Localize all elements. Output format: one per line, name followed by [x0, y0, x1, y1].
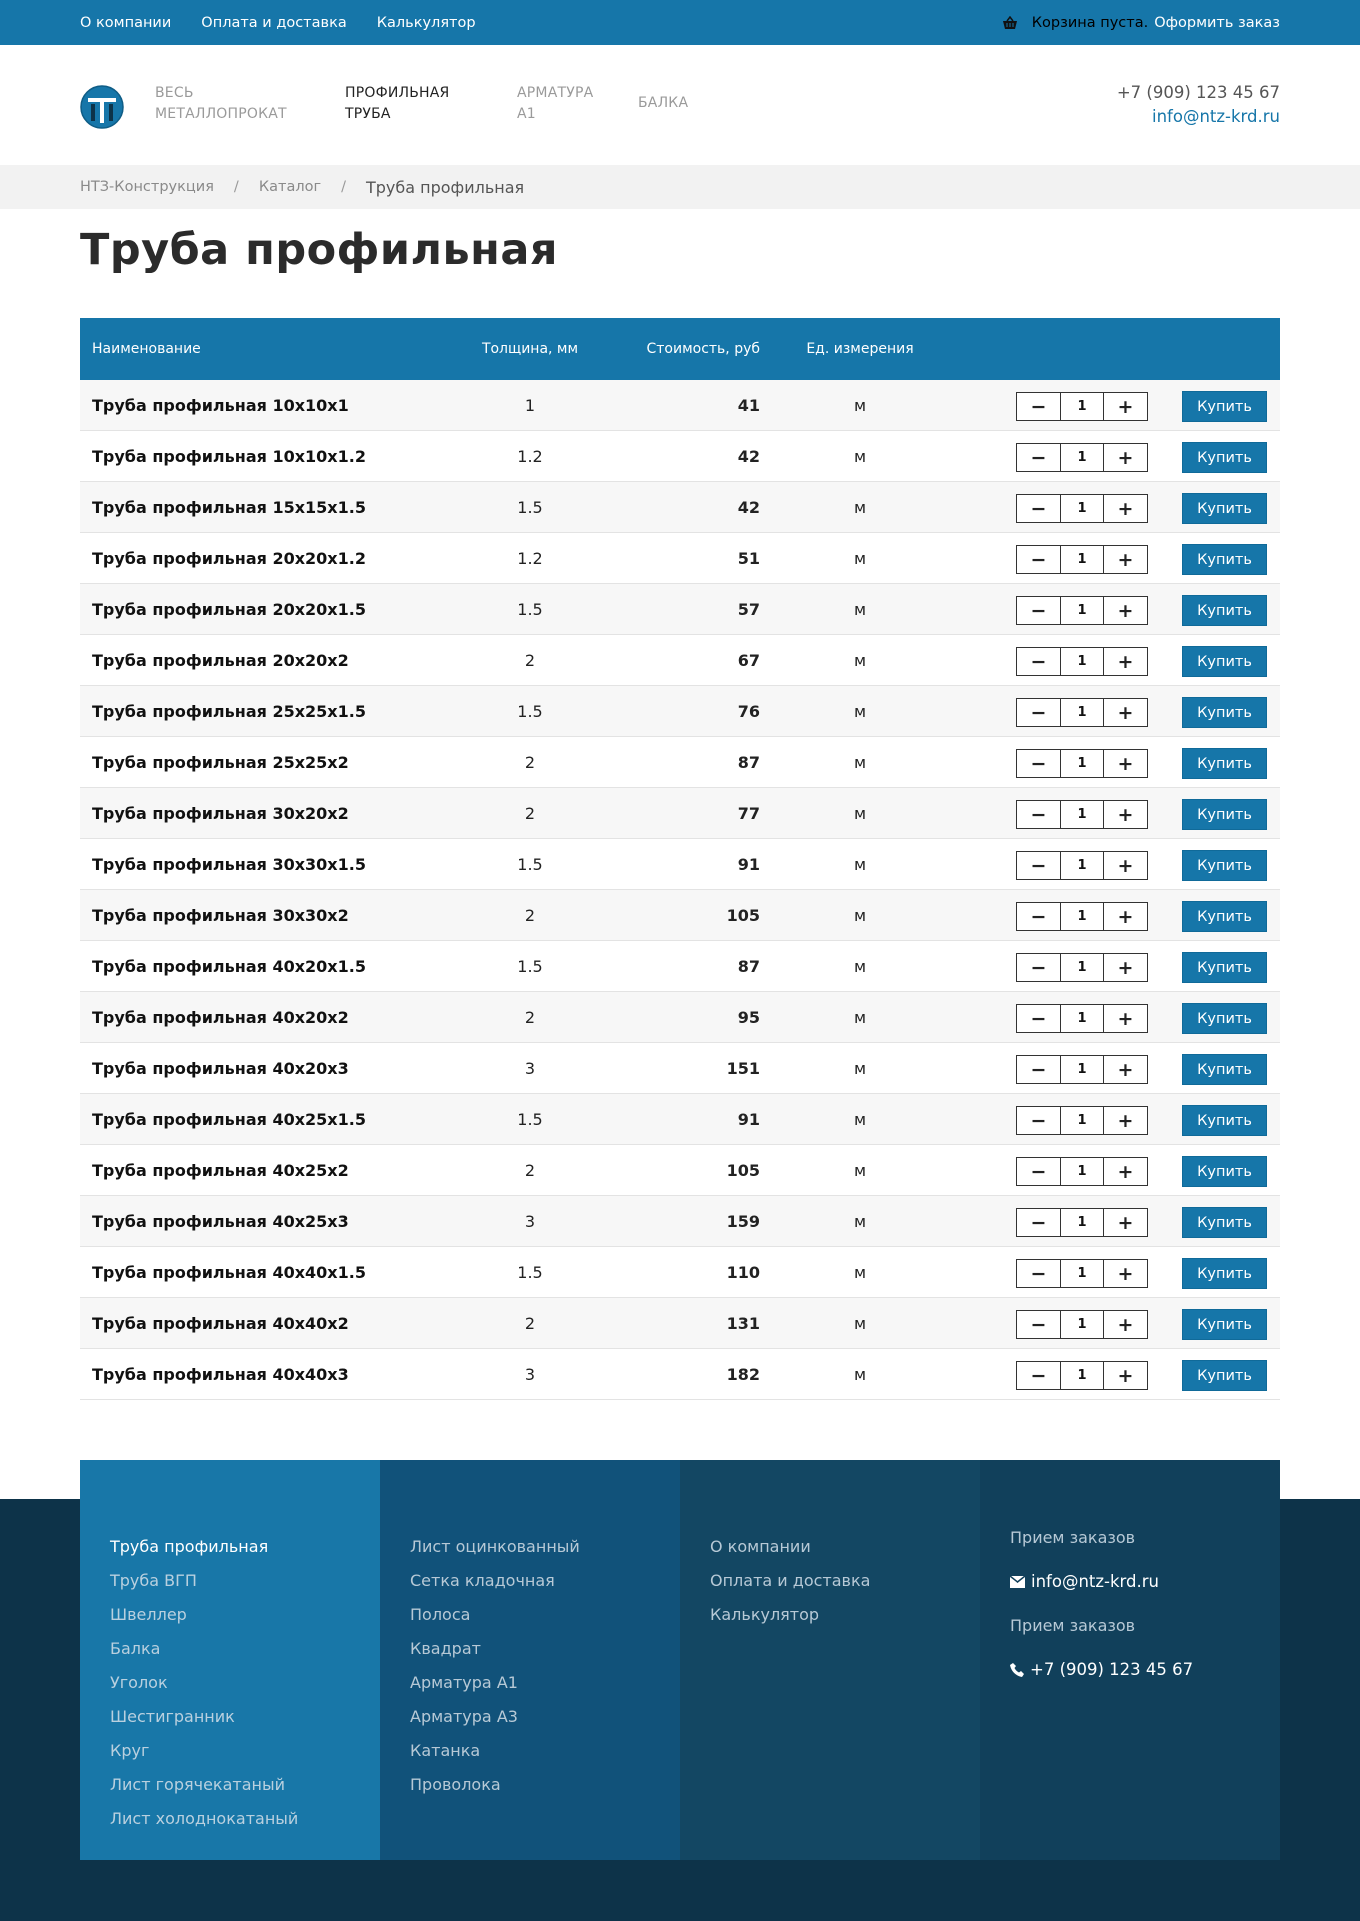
quantity-stepper [1016, 392, 1148, 421]
buy-button[interactable]: Купить [1182, 1309, 1267, 1340]
quantity-stepper [1016, 1259, 1148, 1288]
increment-button[interactable]: + [1117, 446, 1134, 469]
increment-button[interactable]: + [1117, 599, 1134, 622]
decrement-button[interactable]: − [1030, 956, 1047, 979]
decrement-button[interactable]: − [1030, 548, 1047, 571]
footer-product-link[interactable]: Квадрат [410, 1639, 481, 1658]
table-row [80, 890, 1280, 941]
header-phone[interactable]: +7 (909) 123 45 67 [1116, 83, 1280, 102]
product-price: 77 [737, 804, 760, 823]
quantity-input[interactable]: 1 [1060, 1056, 1104, 1083]
increment-button[interactable]: + [1117, 395, 1134, 418]
increment-button[interactable]: + [1117, 1109, 1134, 1132]
buy-button[interactable]: Купить [1182, 1156, 1267, 1187]
product-name[interactable]: Труба профильная 25x25x1.5 [92, 702, 366, 721]
footer-product-link[interactable]: Круг [110, 1741, 150, 1760]
increment-button[interactable]: + [1117, 1211, 1134, 1234]
product-price: 110 [726, 1263, 760, 1282]
header-email[interactable]: info@ntz-krd.ru [1152, 107, 1280, 126]
ntz-logo[interactable] [80, 85, 124, 129]
buy-button[interactable]: Купить [1182, 595, 1267, 626]
quantity-stepper [1016, 851, 1148, 880]
table-row [80, 1298, 1280, 1349]
product-name[interactable]: Труба профильная 40x40x3 [92, 1365, 349, 1384]
col-header-thickness: Толщина, мм [481, 341, 579, 357]
decrement-button[interactable]: − [1030, 1262, 1047, 1285]
quantity-input[interactable]: 1 [1060, 648, 1104, 675]
table-row [80, 482, 1280, 533]
footer-product-link[interactable]: Лист оцинкованный [410, 1537, 580, 1556]
product-price: 67 [737, 651, 760, 670]
product-unit: м [853, 1008, 867, 1027]
product-thickness: 2 [524, 651, 536, 670]
quantity-input[interactable]: 1 [1060, 1260, 1104, 1287]
increment-button[interactable]: + [1117, 1313, 1134, 1336]
product-unit: м [853, 1110, 867, 1129]
buy-button[interactable]: Купить [1182, 748, 1267, 779]
product-price: 91 [737, 855, 760, 874]
breadcrumb [0, 165, 1360, 209]
product-unit: м [853, 1212, 867, 1231]
top-bar [0, 0, 1360, 45]
table-row [80, 1349, 1280, 1400]
top-nav-about[interactable]: О компании [80, 14, 172, 31]
footer-info-link[interactable]: Оплата и доставка [710, 1571, 871, 1590]
product-unit: м [853, 753, 867, 772]
product-thickness: 3 [524, 1059, 536, 1078]
product-price: 87 [737, 957, 760, 976]
menu-beam[interactable]: БАЛКА [638, 95, 689, 111]
col-header-price: Стоимость, руб [646, 341, 760, 357]
breadcrumb-separator: / [233, 179, 239, 195]
product-thickness: 1.5 [517, 957, 543, 976]
quantity-stepper [1016, 800, 1148, 829]
top-nav-calculator[interactable]: Калькулятор [376, 14, 476, 31]
footer-col-products-2 [380, 1460, 680, 1860]
quantity-input[interactable]: 1 [1060, 1311, 1104, 1338]
product-unit: м [853, 1161, 867, 1180]
buy-button[interactable]: Купить [1182, 1054, 1267, 1085]
quantity-input[interactable]: 1 [1060, 1362, 1104, 1389]
quantity-input[interactable]: 1 [1060, 546, 1104, 573]
footer-product-link[interactable]: Катанка [410, 1741, 481, 1760]
product-unit: м [853, 549, 867, 568]
quantity-input[interactable]: 1 [1060, 750, 1104, 777]
increment-button[interactable]: + [1117, 548, 1134, 571]
product-name[interactable]: Труба профильная 20x20x1.2 [92, 549, 366, 568]
product-thickness: 2 [524, 753, 536, 772]
table-row [80, 1043, 1280, 1094]
product-thickness: 1.5 [517, 1110, 543, 1129]
quantity-input[interactable]: 1 [1060, 954, 1104, 981]
footer-product-link[interactable]: Лист горячекатаный [110, 1775, 285, 1794]
product-unit: м [853, 1365, 867, 1384]
product-unit: м [853, 396, 867, 415]
table-row [80, 737, 1280, 788]
footer-product-link[interactable]: Швеллер [110, 1605, 187, 1624]
product-unit: м [853, 804, 867, 823]
product-price: 57 [737, 600, 760, 619]
product-price: 131 [726, 1314, 760, 1333]
quantity-stepper [1016, 596, 1148, 625]
footer-email[interactable] [1010, 1570, 1280, 1594]
footer-info-link[interactable]: О компании [710, 1537, 811, 1556]
product-price: 41 [737, 396, 760, 415]
quantity-stepper [1016, 1208, 1148, 1237]
product-thickness: 1.5 [517, 702, 543, 721]
menu-rebar-a1[interactable]: АРМАТУРА А1 [517, 85, 594, 122]
breadcrumb-separator: / [341, 179, 346, 195]
quantity-stepper [1016, 749, 1148, 778]
buy-button[interactable]: Купить [1182, 697, 1267, 728]
product-unit: м [853, 447, 867, 466]
product-name[interactable]: Труба профильная 40x40x1.5 [92, 1263, 366, 1282]
decrement-button[interactable]: − [1030, 497, 1047, 520]
product-name[interactable]: Труба профильная 30x30x2 [92, 906, 349, 925]
increment-button[interactable]: + [1117, 854, 1134, 877]
quantity-stepper [1016, 1004, 1148, 1033]
site-header [0, 45, 1360, 165]
table-row [80, 380, 1280, 431]
quantity-input[interactable]: 1 [1060, 1005, 1104, 1032]
footer-product-link[interactable]: Сетка кладочная [410, 1571, 555, 1590]
product-name[interactable]: Труба профильная 20x20x1.5 [92, 600, 366, 619]
quantity-stepper [1016, 1157, 1148, 1186]
table-row [80, 941, 1280, 992]
footer-col-info [680, 1460, 980, 1860]
footer-product-link[interactable]: Лист холоднокатаный [110, 1809, 299, 1828]
quantity-stepper [1016, 545, 1148, 574]
table-row [80, 839, 1280, 890]
footer-product-link[interactable]: Шестигранник [110, 1707, 235, 1726]
quantity-stepper [1016, 1361, 1148, 1390]
checkout-link[interactable]: Оформить заказ [1154, 14, 1280, 31]
buy-button[interactable]: Купить [1182, 391, 1267, 422]
phone-icon [1010, 1663, 1024, 1677]
quantity-input[interactable]: 1 [1060, 393, 1104, 420]
breadcrumb-home[interactable]: НТЗ-Конструкция [80, 179, 214, 195]
product-price: 151 [726, 1059, 760, 1078]
decrement-button[interactable]: − [1030, 752, 1047, 775]
breadcrumb-catalog[interactable]: Каталог [258, 179, 322, 195]
product-price: 105 [726, 906, 760, 925]
product-name[interactable]: Труба профильная 40x25x2 [92, 1161, 349, 1180]
decrement-button[interactable]: − [1030, 905, 1047, 928]
product-thickness: 2 [524, 906, 536, 925]
buy-button[interactable]: Купить [1182, 850, 1267, 881]
buy-button[interactable]: Купить [1182, 1105, 1267, 1136]
cart-status: Корзина пуста. [1031, 14, 1149, 31]
product-price: 105 [726, 1161, 760, 1180]
product-unit: м [853, 1059, 867, 1078]
increment-button[interactable]: + [1117, 1007, 1134, 1030]
product-price: 42 [737, 447, 760, 466]
product-table [80, 318, 1280, 1400]
quantity-stepper [1016, 494, 1148, 523]
decrement-button[interactable]: − [1030, 395, 1047, 418]
product-name[interactable]: Труба профильная 40x40x2 [92, 1314, 349, 1333]
decrement-button[interactable]: − [1030, 1313, 1047, 1336]
increment-button[interactable]: + [1117, 701, 1134, 724]
product-thickness: 3 [524, 1365, 536, 1384]
menu-profile-pipe[interactable]: ПРОФИЛЬНАЯ ТРУБА [345, 85, 450, 122]
product-name[interactable]: Труба профильная 15x15x1.5 [92, 498, 366, 517]
quantity-input[interactable]: 1 [1060, 801, 1104, 828]
footer-product-link[interactable]: Уголок [110, 1673, 168, 1692]
buy-button[interactable]: Купить [1182, 901, 1267, 932]
table-row [80, 992, 1280, 1043]
table-row [80, 788, 1280, 839]
basket-icon[interactable] [1002, 16, 1018, 30]
product-unit: м [853, 651, 867, 670]
product-price: 51 [737, 549, 760, 568]
quantity-stepper [1016, 698, 1148, 727]
product-price: 91 [737, 1110, 760, 1129]
increment-button[interactable]: + [1117, 497, 1134, 520]
footer-product-link[interactable]: Проволока [410, 1775, 501, 1794]
decrement-button[interactable]: − [1030, 446, 1047, 469]
footer-product-link[interactable]: Труба ВГП [110, 1571, 197, 1590]
table-header [80, 318, 1280, 380]
increment-button[interactable]: + [1117, 803, 1134, 826]
quantity-input[interactable]: 1 [1060, 1107, 1104, 1134]
footer-product-link[interactable]: Балка [110, 1639, 161, 1658]
footer-orders-label: Прием заказов [1010, 1616, 1136, 1635]
decrement-button[interactable]: − [1030, 599, 1047, 622]
product-unit: м [853, 906, 867, 925]
quantity-input[interactable]: 1 [1060, 444, 1104, 471]
footer-email-text: info@ntz-krd.ru [1031, 1572, 1159, 1591]
product-thickness: 2 [524, 804, 536, 823]
product-unit: м [853, 1314, 867, 1333]
product-unit: м [853, 1263, 867, 1282]
buy-button[interactable]: Купить [1182, 1360, 1267, 1391]
product-name[interactable]: Труба профильная 10x10x1.2 [92, 447, 366, 466]
buy-button[interactable]: Купить [1182, 646, 1267, 677]
footer-product-link[interactable]: Арматура А3 [410, 1707, 518, 1726]
footer-product-link[interactable]: Полоса [410, 1605, 471, 1624]
product-price: 42 [737, 498, 760, 517]
product-name[interactable]: Труба профильная 40x25x3 [92, 1212, 349, 1231]
buy-button[interactable]: Купить [1182, 442, 1267, 473]
quantity-input[interactable]: 1 [1060, 597, 1104, 624]
product-price: 95 [737, 1008, 760, 1027]
decrement-button[interactable]: − [1030, 1160, 1047, 1183]
footer-phone-text: +7 (909) 123 45 67 [1030, 1660, 1194, 1679]
buy-button[interactable]: Купить [1182, 493, 1267, 524]
product-thickness: 2 [524, 1161, 536, 1180]
increment-button[interactable]: + [1117, 1160, 1134, 1183]
top-nav-payment-delivery[interactable]: Оплата и доставка [201, 14, 347, 31]
quantity-stepper [1016, 902, 1148, 931]
table-row [80, 1247, 1280, 1298]
increment-button[interactable]: + [1117, 1364, 1134, 1387]
quantity-stepper [1016, 1106, 1148, 1135]
decrement-button[interactable]: − [1030, 701, 1047, 724]
product-unit: м [853, 702, 867, 721]
footer-col-products-1 [80, 1460, 380, 1860]
buy-button[interactable]: Купить [1182, 1003, 1267, 1034]
decrement-button[interactable]: − [1030, 854, 1047, 877]
quantity-stepper [1016, 1055, 1148, 1084]
product-thickness: 1.5 [517, 855, 543, 874]
increment-button[interactable]: + [1117, 1262, 1134, 1285]
increment-button[interactable]: + [1117, 1058, 1134, 1081]
product-price: 76 [737, 702, 760, 721]
decrement-button[interactable]: − [1030, 1364, 1047, 1387]
product-thickness: 1.2 [517, 447, 543, 466]
increment-button[interactable]: + [1117, 752, 1134, 775]
breadcrumb-current: Труба профильная [365, 177, 525, 197]
product-price: 87 [737, 753, 760, 772]
product-name[interactable]: Труба профильная 25x25x2 [92, 753, 349, 772]
table-row [80, 1094, 1280, 1145]
table-row [80, 1196, 1280, 1247]
table-row [80, 431, 1280, 482]
footer-phone[interactable] [1010, 1658, 1280, 1682]
header-contacts [1117, 81, 1280, 129]
product-thickness: 1.2 [517, 549, 543, 568]
table-row [80, 686, 1280, 737]
decrement-button[interactable]: − [1030, 1109, 1047, 1132]
decrement-button[interactable]: − [1030, 1211, 1047, 1234]
quantity-stepper [1016, 443, 1148, 472]
product-thickness: 1.5 [517, 600, 543, 619]
buy-button[interactable]: Купить [1182, 799, 1267, 830]
product-name[interactable]: Труба профильная 40x20x1.5 [92, 957, 366, 976]
quantity-input[interactable]: 1 [1060, 1158, 1104, 1185]
footer-col-contacts [980, 1460, 1280, 1860]
product-name[interactable]: Труба профильная 40x25x1.5 [92, 1110, 366, 1129]
decrement-button[interactable]: − [1030, 650, 1047, 673]
table-row [80, 533, 1280, 584]
decrement-button[interactable]: − [1030, 1058, 1047, 1081]
increment-button[interactable]: + [1117, 956, 1134, 979]
quantity-input[interactable]: 1 [1060, 852, 1104, 879]
decrement-button[interactable]: − [1030, 803, 1047, 826]
product-price: 159 [726, 1212, 760, 1231]
table-row [80, 1145, 1280, 1196]
quantity-input[interactable]: 1 [1060, 1209, 1104, 1236]
quantity-input[interactable]: 1 [1060, 495, 1104, 522]
product-name[interactable]: Труба профильная 30x30x1.5 [92, 855, 366, 874]
product-unit: м [853, 498, 867, 517]
quantity-input[interactable]: 1 [1060, 903, 1104, 930]
quantity-input[interactable]: 1 [1060, 699, 1104, 726]
product-name[interactable]: Труба профильная 10x10x1 [92, 396, 349, 415]
product-thickness: 1.5 [517, 1263, 543, 1282]
increment-button[interactable]: + [1117, 650, 1134, 673]
col-header-unit: Ед. измерения [806, 341, 914, 357]
buy-button[interactable]: Купить [1182, 952, 1267, 983]
footer-info-link[interactable]: Калькулятор [710, 1605, 820, 1624]
quantity-stepper [1016, 1310, 1148, 1339]
product-price: 182 [726, 1365, 760, 1384]
col-header-name: Наименование [92, 341, 201, 357]
page-title: Труба профильная [80, 225, 558, 275]
product-thickness: 3 [524, 1212, 536, 1231]
product-thickness: 2 [524, 1008, 536, 1027]
footer-product-link[interactable]: Арматура А1 [410, 1673, 518, 1692]
product-unit: м [853, 600, 867, 619]
product-name[interactable]: Труба профильная 40x20x3 [92, 1059, 349, 1078]
decrement-button[interactable]: − [1030, 1007, 1047, 1030]
table-row [80, 584, 1280, 635]
footer-orders-label: Прием заказов [1010, 1528, 1136, 1547]
envelope-icon [1010, 1576, 1025, 1588]
buy-button[interactable]: Купить [1182, 544, 1267, 575]
buy-button[interactable]: Купить [1182, 1258, 1267, 1289]
cart-widget [1002, 0, 1280, 45]
increment-button[interactable]: + [1117, 905, 1134, 928]
quantity-stepper [1016, 647, 1148, 676]
quantity-stepper [1016, 953, 1148, 982]
product-name[interactable]: Труба профильная 40x20x2 [92, 1008, 349, 1027]
product-thickness: 1.5 [517, 498, 543, 517]
table-row [80, 635, 1280, 686]
menu-all-metal[interactable]: ВЕСЬ МЕТАЛЛОПРОКАТ [155, 85, 287, 122]
product-name[interactable]: Труба профильная 30x20x2 [92, 804, 349, 823]
product-unit: м [853, 957, 867, 976]
buy-button[interactable]: Купить [1182, 1207, 1267, 1238]
product-unit: м [853, 855, 867, 874]
product-thickness: 2 [524, 1314, 536, 1333]
product-thickness: 1 [524, 396, 536, 415]
top-nav [80, 0, 506, 45]
table-body [80, 380, 1280, 1400]
product-name[interactable]: Труба профильная 20x20x2 [92, 651, 349, 670]
footer-product-link[interactable]: Труба профильная [110, 1537, 269, 1556]
